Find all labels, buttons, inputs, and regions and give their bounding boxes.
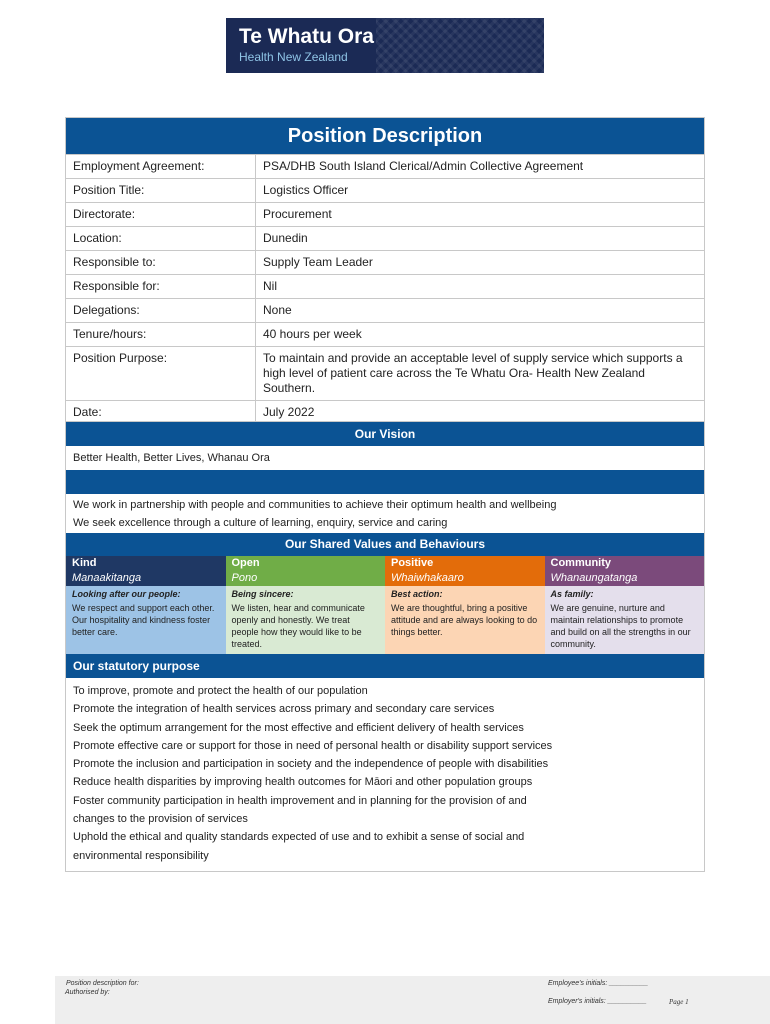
- pd-row: [66, 202, 704, 226]
- value-name: Open: [226, 556, 386, 571]
- pd-row: [66, 322, 704, 346]
- pd-row-label: Date:: [66, 401, 256, 424]
- value-name: Kind: [66, 556, 226, 571]
- pd-row-label: Responsible to:: [66, 251, 256, 274]
- logo-title: Te Whatu Ora: [239, 25, 374, 48]
- pd-row-value: 40 hours per week: [263, 327, 362, 341]
- value-behaviour-text: We are genuine, nurture and maintain relationships to promote and build on all the strengths in our community.: [550, 603, 691, 649]
- value-column: [385, 556, 545, 654]
- pd-row-label: Directorate:: [66, 203, 256, 226]
- pd-row-label: Position Purpose:: [66, 347, 256, 400]
- pd-row-value: Logistics Officer: [263, 183, 349, 197]
- pd-row: [66, 226, 704, 250]
- statutory-line: changes to the provision of services: [73, 813, 248, 826]
- footer-authorised-by: Authorised by:: [65, 989, 110, 996]
- pd-row-label: Position Title:: [66, 179, 256, 202]
- pd-row-label: Tenure/hours:: [66, 323, 256, 346]
- vision-header: Our Vision: [66, 422, 704, 446]
- statutory-line: Foster community participation in health improvement and in planning for the provision of and: [73, 794, 527, 807]
- value-name: Community: [545, 556, 705, 571]
- value-maori-name: Pono: [226, 571, 386, 586]
- value-behaviour-text: We are thoughtful, bring a positive attitude and are always looking to do things better.: [391, 603, 538, 637]
- value-behaviour-text: We respect and support each other. Our hospitality and kindness foster better care.: [72, 603, 215, 637]
- value-maori-name: Whanaungatanga: [545, 571, 705, 586]
- pd-row-label: Delegations:: [66, 299, 256, 322]
- statutory-line: Promote the integration of health services across primary and secondary care services: [73, 703, 495, 716]
- vision-values-table: [65, 421, 705, 872]
- pd-row-value: Procurement: [263, 207, 332, 221]
- pd-row-label: Location:: [66, 227, 256, 250]
- mission-line: We seek excellence through a culture of learning, enquiry, service and caring: [73, 517, 448, 529]
- pd-row-value: Supply Team Leader: [263, 255, 373, 269]
- statutory-purpose-list: [66, 678, 704, 871]
- pd-row-value: Nil: [263, 279, 277, 293]
- pd-row-value: July 2022: [263, 405, 315, 419]
- value-column: [66, 556, 226, 654]
- pd-row: [66, 298, 704, 322]
- statutory-line: Seek the optimum arrangement for the most effective and efficient delivery of health services: [73, 721, 524, 734]
- mission-line: We work in partnership with people and communities to achieve their optimum health and wellbeing: [73, 499, 557, 511]
- pd-row-value: None: [263, 303, 292, 317]
- footer-pd-for: Position description for:: [66, 980, 139, 987]
- value-behaviour: [226, 586, 386, 654]
- value-maori-name: Manaakitanga: [66, 571, 226, 586]
- values-header: Our Shared Values and Behaviours: [66, 533, 704, 556]
- footer-employer-initials: Employer's initials: __________: [548, 998, 647, 1005]
- statutory-purpose-header: Our statutory purpose: [66, 654, 704, 678]
- pd-row-label: Employment Agreement:: [66, 155, 256, 178]
- value-behaviour-text: We listen, hear and communicate openly and honestly. We treat people how they would like to be treated.: [231, 603, 365, 649]
- value-behaviour: [66, 586, 226, 654]
- statutory-line: Promote effective care or support for those in need of personal health or disability support services: [73, 739, 553, 752]
- footer-page-number: Page 1: [669, 998, 689, 1006]
- value-behaviour-title: Looking after our people:: [72, 589, 181, 599]
- position-description-title: Position Description: [66, 118, 704, 154]
- page-footer: [55, 976, 770, 1024]
- pd-row: [66, 346, 704, 400]
- value-behaviour: [545, 586, 705, 654]
- value-column: [545, 556, 705, 654]
- value-behaviour-title: Being sincere:: [231, 589, 294, 599]
- pd-row: [66, 154, 704, 178]
- value-behaviour: [385, 586, 545, 654]
- pd-row: [66, 250, 704, 274]
- value-name: Positive: [385, 556, 545, 571]
- value-column: [226, 556, 386, 654]
- te-whatu-ora-logo: [226, 18, 544, 73]
- value-maori-name: Whaiwhakaaro: [385, 571, 545, 586]
- value-behaviour-title: As family:: [550, 589, 594, 599]
- pd-row-value: Dunedin: [263, 231, 308, 245]
- statutory-line: Promote the inclusion and participation in society and the independence of people with disabilities: [73, 758, 549, 771]
- pd-row: [66, 274, 704, 298]
- pd-row-value: PSA/DHB South Island Clerical/Admin Collective Agreement: [263, 159, 584, 173]
- pd-row-value: To maintain and provide an acceptable level of supply service which supports a high level of patient care across the Te Whatu Ora- Health New Zealand Southern.: [263, 351, 683, 395]
- statutory-line: Uphold the ethical and quality standards expected of use and to exhibit a sense of social and: [73, 831, 525, 844]
- value-behaviour-title: Best action:: [391, 589, 443, 599]
- footer-employee-initials: Employee's initials: __________: [548, 980, 649, 987]
- mission-header-bar: [66, 470, 704, 494]
- statutory-line: To improve, promote and protect the health of our population: [73, 685, 368, 697]
- logo-subtitle: Health New Zealand: [239, 50, 348, 64]
- values-grid: [66, 556, 704, 654]
- position-description-table: [65, 117, 705, 425]
- pd-row-label: Responsible for:: [66, 275, 256, 298]
- vision-text: Better Health, Better Lives, Whanau Ora: [73, 452, 270, 464]
- pd-row: [66, 178, 704, 202]
- logo-pattern: [376, 18, 544, 73]
- statutory-line: Reduce health disparities by improving health outcomes for Māori and other population groups: [73, 776, 533, 789]
- statutory-line: environmental responsibility: [73, 849, 209, 862]
